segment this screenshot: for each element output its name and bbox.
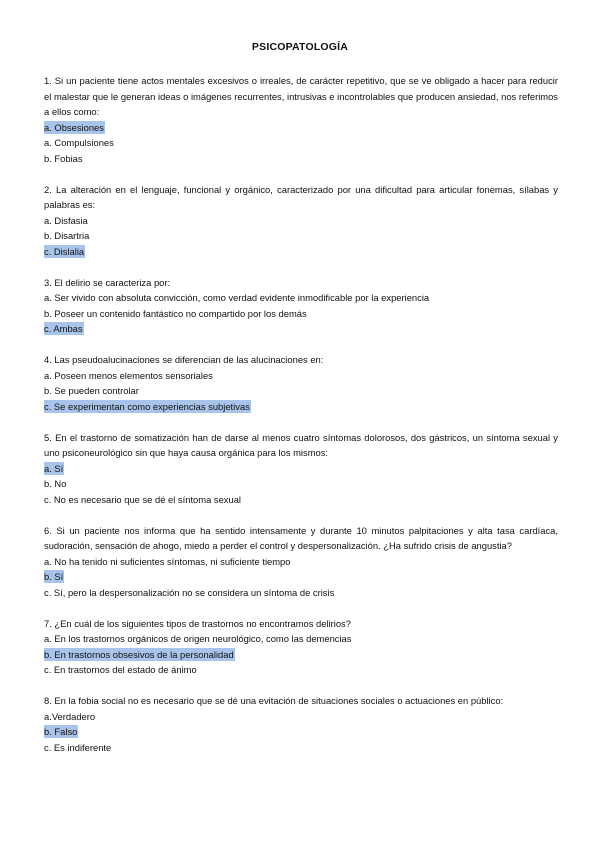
answer-option-text: c. Se experimentan como experiencias subjetivas	[44, 400, 250, 412]
question-stem: 5. En el trastorno de somatización han de darse al menos cuatro síntomas dolorosos, dos gástricos, un síntoma sexual y uno psiconeurológico sin que haya causa orgánica para los mismos:	[44, 431, 558, 458]
answer-option-highlighted	[44, 569, 558, 585]
answer-option	[44, 740, 558, 756]
answer-option-text: a. Compulsiones	[44, 137, 114, 148]
answer-option	[44, 709, 558, 725]
question-block	[44, 616, 558, 678]
question-block	[44, 693, 558, 755]
question-stem: 6. Si un paciente nos informa que ha sentido intensamente y durante 10 minutos palpitaciones y alta tasa cardíaca, sudoración, sensación de ahogo, miedo a perder el control y despersonalización. ¿Ha sufrido crisis de angustia?	[44, 524, 558, 551]
answer-option	[44, 213, 558, 229]
answer-option	[44, 151, 558, 167]
answer-option-text: a. Ser vivido con absoluta convicción, como verdad evidente inmodificable por la experiencia	[44, 292, 430, 303]
answer-option	[44, 585, 558, 601]
page-title: PSICOPATOLOGÍA	[251, 41, 349, 53]
answer-option-highlighted	[44, 399, 558, 415]
answer-option	[44, 476, 558, 492]
answer-option-text: b. Fobias	[44, 152, 83, 164]
answer-option	[44, 631, 558, 647]
question-stem: 2. La alteración en el lenguaje, funcional y orgánico, caracterizado por una dificultad para articular fonemas, sílabas y palabras es:	[44, 183, 558, 210]
answer-option-text: c. En trastornos del estado de ánimo	[44, 664, 197, 675]
answer-option-text: b. Poseer un contenido fantástico no compartido por los demás	[44, 307, 307, 319]
question-block	[44, 430, 558, 508]
answer-option-text: a. Poseen menos elementos sensoriales	[44, 369, 213, 381]
answer-option	[44, 228, 558, 244]
answer-option-text: a. Disfasia	[44, 214, 88, 226]
answer-option-highlighted	[44, 647, 558, 663]
question-stem: 4. Las pseudoalucinaciones se diferencian de las alucinaciones en:	[44, 354, 324, 365]
question-stem: 8. En la fobia social no es necesario que se dé una evitación de situaciones sociales o actuaciones en público:	[44, 695, 504, 706]
answer-option	[44, 290, 558, 306]
answer-option-text: c. Ambas	[44, 323, 83, 334]
answer-option-text: b. No	[44, 478, 67, 489]
answer-option-highlighted	[44, 244, 558, 260]
answer-option	[44, 383, 558, 399]
answer-option-text: b. Se pueden controlar	[44, 385, 139, 396]
answer-option-text: b. Falso	[44, 726, 78, 737]
question-block	[44, 275, 558, 337]
answer-option-text: a. Sí	[44, 462, 64, 474]
answer-option	[44, 662, 558, 678]
question-block	[44, 182, 558, 260]
question-list	[44, 73, 558, 771]
question-stem: 7. ¿En cuál de los siguientes tipos de trastornos no encontramos delirios?	[44, 617, 351, 629]
answer-option-highlighted	[44, 120, 558, 136]
answer-option-text: a. En los trastornos orgánicos de origen neurológico, como las demencias	[44, 633, 352, 644]
answer-option	[44, 554, 558, 570]
question-block	[44, 352, 558, 414]
answer-option-text: b. En trastornos obsesivos de la personalidad	[44, 648, 234, 660]
question-block	[44, 523, 558, 601]
answer-option-text: b. Disartria	[44, 230, 90, 241]
answer-option-text: c. Dislalia	[44, 245, 85, 257]
answer-option-highlighted	[44, 461, 558, 477]
question-stem: 3. El delirio se caracteriza por:	[44, 276, 171, 288]
answer-option	[44, 135, 558, 151]
answer-option-text: c. No es necesario que se dé el síntoma sexual	[44, 493, 241, 505]
answer-option-text: a. Obsesiones	[44, 121, 104, 133]
answer-option-text: c. Es indiferente	[44, 741, 112, 753]
answer-option-text: a. No ha tenido ni suficientes síntomas, ni suficiente tiempo	[44, 555, 291, 567]
answer-option	[44, 306, 558, 322]
question-stem: 1. Si un paciente tiene actos mentales excesivos o irreales, de carácter repetitivo, que se ve obligado a hacer para reducir el malestar que le generan ideas o imágenes recurrentes, intrusivas e incontrolables que producen ansiedad, nos referimos a ellos como:	[44, 75, 558, 117]
answer-option-text: a.Verdadero	[44, 710, 96, 722]
answer-option-text: b. Sí	[44, 571, 64, 582]
answer-option	[44, 492, 558, 508]
question-block	[44, 73, 558, 166]
answer-option-highlighted	[44, 321, 558, 337]
answer-option-highlighted	[44, 724, 558, 740]
answer-option	[44, 368, 558, 384]
answer-option-text: c. Sí, pero la despersonalización no se considera un síntoma de crisis	[44, 586, 335, 598]
